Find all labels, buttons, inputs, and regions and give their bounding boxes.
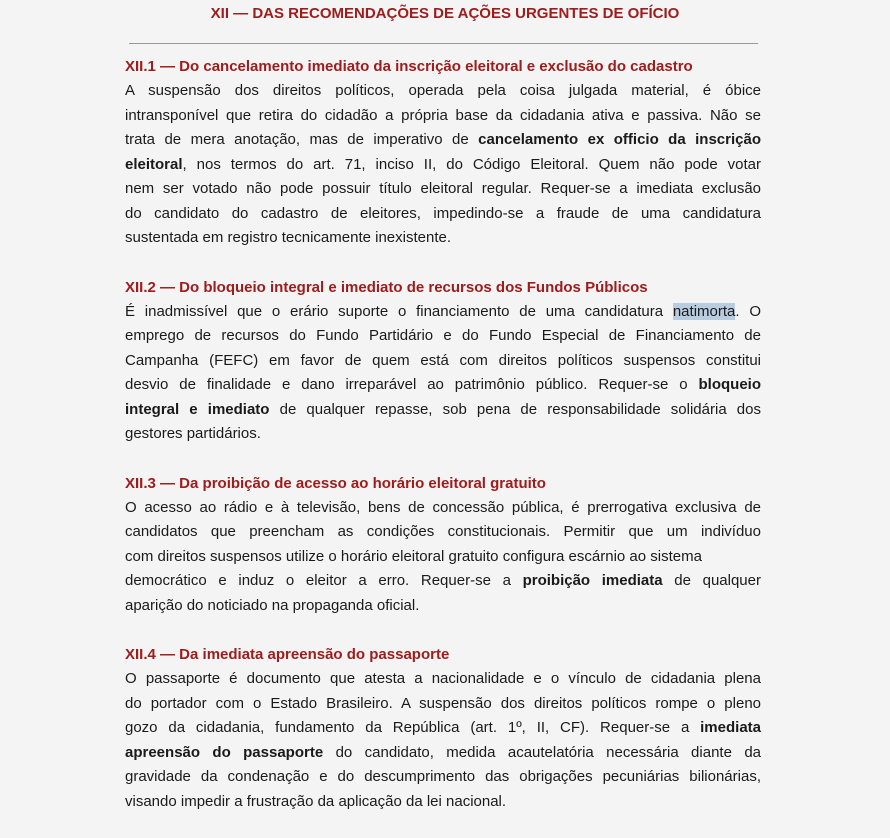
text-line: visando impedir a frustração da aplicação da lei nacional. [125, 792, 507, 810]
text-line: intransponível que retira do cidadão a própria base da cidadania ativa e passiva. Não se [125, 106, 761, 124]
bold-text: proibição imediata [522, 572, 663, 589]
bold-text: cancelamento ex officio da inscrição [478, 131, 761, 148]
section-heading: XII.3 — Da proibição de acesso ao horário eleitoral gratuito [125, 474, 546, 492]
text-line: gravidade da condenação e do descumprimento das obrigações pecuniárias bilionárias, [125, 768, 761, 785]
text-line: Campanha (FEFC) em favor de quem está com direitos políticos suspensos constitui [125, 351, 761, 369]
text-line [125, 398, 761, 423]
text-run: trata de mera anotação, mas de imperativo de [125, 131, 479, 148]
text-line [125, 300, 761, 325]
text-line: sustentada em registro tecnicamente inexistente. [125, 229, 452, 246]
section-xii-3 [125, 472, 761, 619]
text-line: A suspensão dos direitos políticos, operada pela coisa julgada material, é óbice [125, 82, 761, 99]
section-xii-4 [125, 643, 761, 814]
text-line: emprego de recursos do Fundo Partidário e do Fundo Especial de Financiamento de [125, 327, 761, 344]
paragraph[interactable] [125, 79, 761, 251]
title-divider [129, 43, 758, 44]
section-heading: XII.1 — Do cancelamento imediato da inscrição eleitoral e exclusão do cadastro [125, 58, 693, 75]
text-line: com direitos suspensos utilize o horário eleitoral gratuito configura escárnio ao sistema [125, 547, 702, 565]
text-run: democrático e induz o eleitor a erro. Requer-se a [125, 572, 523, 589]
text-line: O passaporte é documento que atesta a nacionalidade e o vínculo de cidadania plena [125, 670, 761, 687]
paragraph[interactable] [125, 300, 761, 447]
text-line [125, 741, 761, 766]
text-line: gestores partidários. [125, 425, 261, 442]
text-run: de qualquer [662, 572, 761, 589]
text-run: do candidato, medida acautelatória necessária diante da [323, 743, 762, 761]
text-line [125, 716, 761, 741]
paragraph[interactable] [125, 667, 761, 814]
text-line [125, 153, 761, 178]
page-title: XII — DAS RECOMENDAÇÕES DE AÇÕES URGENTES DE OFÍCIO [210, 5, 680, 22]
bold-text: eleitoral [125, 155, 183, 173]
section-xii-1 [125, 55, 761, 251]
selected-text[interactable]: natimorta [672, 302, 736, 320]
text-line: do candidato do cadastro de eleitores, impedindo-se a fraude de uma candidatura [125, 204, 761, 222]
text-line: O acesso ao rádio e à televisão, bens de concessão pública, é prerrogativa exclusiva de [125, 498, 761, 516]
text-line [125, 128, 761, 153]
text-line: nem ser votado não pode possuir título eleitoral regular. Requer-se a imediata exclusão [125, 180, 761, 197]
section-heading: XII.2 — Do bloqueio integral e imediato de recursos dos Fundos Públicos [125, 278, 648, 296]
document-body [125, 55, 761, 838]
bold-text: apreensão do passaporte [125, 743, 324, 761]
section-heading: XII.4 — Da imediata apreensão do passaporte [125, 646, 450, 663]
text-run: de qualquer repasse, sob pena de responsabilidade solidária dos [269, 400, 761, 418]
text-line: candidatos que preencham as condições constitucionais. Permitir que um indivíduo [125, 523, 761, 540]
text-run: gozo da cidadania, fundamento da República (art. 1º, II, CF). Requer-se a [125, 719, 701, 736]
text-run: . O [735, 302, 761, 320]
text-line [125, 569, 761, 594]
bold-text: bloqueio [698, 376, 761, 393]
section-xii-2 [125, 276, 761, 447]
paragraph[interactable] [125, 496, 761, 619]
bold-text: imediata [700, 719, 761, 736]
text-line [125, 373, 761, 398]
text-run: É inadmissível que o erário suporte o financiamento de uma candidatura [125, 302, 673, 320]
text-run: desvio de finalidade e dano irreparável ao patrimônio público. Requer-se o [125, 376, 699, 393]
text-line: aparição do noticiado na propaganda oficial. [125, 596, 420, 614]
bold-text: integral e imediato [125, 400, 270, 418]
text-line: do portador com o Estado Brasileiro. A suspensão dos direitos políticos rompe o pleno [125, 694, 761, 712]
text-run: , nos termos do art. 71, inciso II, do Código Eleitoral. Quem não pode votar [182, 155, 761, 173]
